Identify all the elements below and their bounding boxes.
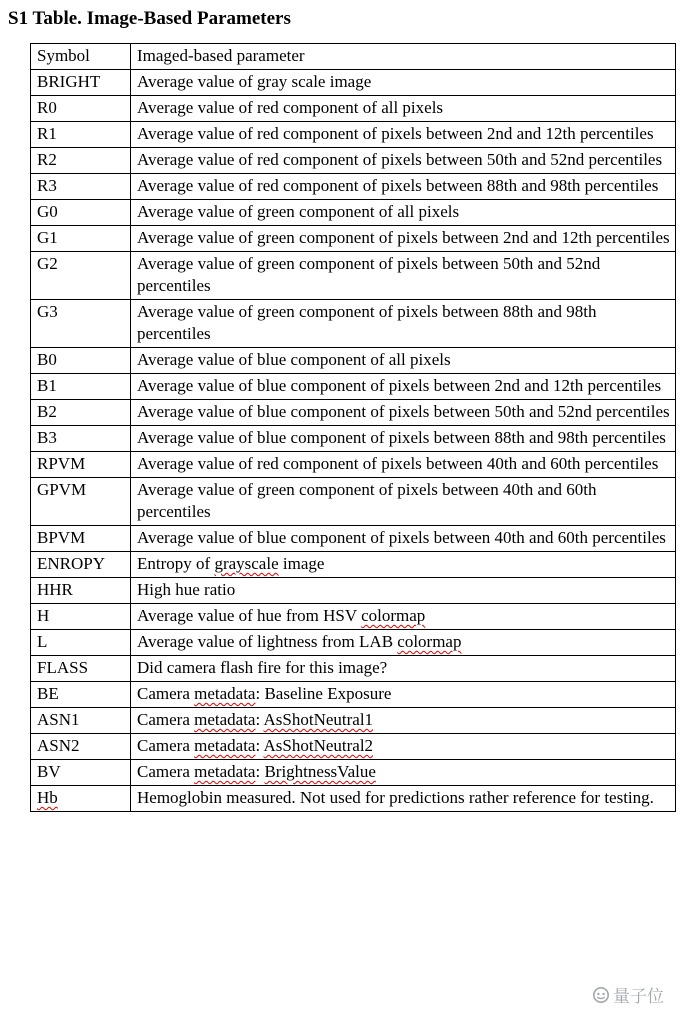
parameter-cell: Camera metadata: AsShotNeutral2 xyxy=(131,734,676,760)
column-header-parameter: Imaged-based parameter xyxy=(131,44,676,70)
parameter-cell: Average value of green component of pixels between 88th and 98th percentiles xyxy=(131,300,676,348)
table-header-row xyxy=(31,44,676,70)
symbol-cell: BPVM xyxy=(31,526,131,552)
table-row xyxy=(31,478,676,526)
table-row xyxy=(31,348,676,374)
table-row xyxy=(31,708,676,734)
parameter-cell: Average value of red component of pixels between 2nd and 12th percentiles xyxy=(131,122,676,148)
symbol-cell: G0 xyxy=(31,200,131,226)
parameter-cell: Average value of gray scale image xyxy=(131,70,676,96)
parameter-cell: Average value of blue component of pixels between 40th and 60th percentiles xyxy=(131,526,676,552)
parameter-cell: Average value of red component of all pixels xyxy=(131,96,676,122)
table-row xyxy=(31,96,676,122)
spellcheck-wavy-underline: BrightnessValue xyxy=(264,762,376,781)
parameter-cell: Average value of green component of pixels between 2nd and 12th percentiles xyxy=(131,226,676,252)
parameter-cell: Average value of red component of pixels between 40th and 60th percentiles xyxy=(131,452,676,478)
table-row xyxy=(31,174,676,200)
symbol-cell: B2 xyxy=(31,400,131,426)
page-title: S1 Table. Image-Based Parameters xyxy=(8,8,291,29)
watermark-text: 量子位 xyxy=(613,987,664,1006)
table-row xyxy=(31,252,676,300)
symbol-cell: BE xyxy=(31,682,131,708)
symbol-cell: G3 xyxy=(31,300,131,348)
spellcheck-wavy-underline: grayscale xyxy=(214,554,279,573)
table-row xyxy=(31,70,676,96)
parameter-cell: Average value of green component of pixels between 50th and 52nd percentiles xyxy=(131,252,676,300)
table-row xyxy=(31,604,676,630)
table-row xyxy=(31,226,676,252)
parameter-cell: Average value of blue component of all pixels xyxy=(131,348,676,374)
spellcheck-wavy-underline: metadata xyxy=(194,736,256,755)
table-row xyxy=(31,400,676,426)
symbol-cell: GPVM xyxy=(31,478,131,526)
symbol-cell: H xyxy=(31,604,131,630)
parameter-cell: Average value of green component of pixels between 40th and 60th percentiles xyxy=(131,478,676,526)
spellcheck-wavy-underline: AsShotNeutral1 xyxy=(263,710,374,729)
parameter-cell: Average value of red component of pixels between 50th and 52nd percentiles xyxy=(131,148,676,174)
parameter-cell: Camera metadata: AsShotNeutral1 xyxy=(131,708,676,734)
parameter-cell: Average value of lightness from LAB colormap xyxy=(131,630,676,656)
symbol-cell: B0 xyxy=(31,348,131,374)
symbol-cell: R3 xyxy=(31,174,131,200)
symbol-cell: ASN1 xyxy=(31,708,131,734)
table-row xyxy=(31,148,676,174)
parameter-cell: Camera metadata: Baseline Exposure xyxy=(131,682,676,708)
spellcheck-wavy-underline: metadata xyxy=(194,710,256,729)
table-row xyxy=(31,578,676,604)
symbol-cell: R0 xyxy=(31,96,131,122)
parameter-cell: Hemoglobin measured. Not used for predictions rather reference for testing. xyxy=(131,786,676,812)
symbol-cell: FLASS xyxy=(31,656,131,682)
spellcheck-wavy-underline: colormap xyxy=(361,606,426,625)
table-row xyxy=(31,526,676,552)
table-row xyxy=(31,374,676,400)
symbol-cell xyxy=(31,786,131,812)
symbol-cell: L xyxy=(31,630,131,656)
symbol-cell: BV xyxy=(31,760,131,786)
parameter-cell: High hue ratio xyxy=(131,578,676,604)
table-row xyxy=(31,122,676,148)
table-row xyxy=(31,452,676,478)
table-row xyxy=(31,552,676,578)
symbol-cell: R1 xyxy=(31,122,131,148)
table-body xyxy=(31,70,676,812)
symbol-cell: B1 xyxy=(31,374,131,400)
symbol-cell: ASN2 xyxy=(31,734,131,760)
symbol-cell: G2 xyxy=(31,252,131,300)
spellcheck-wavy-underline: Hb xyxy=(37,788,58,807)
watermark-logo-icon xyxy=(592,986,610,1004)
parameter-cell: Entropy of grayscale image xyxy=(131,552,676,578)
symbol-cell: R2 xyxy=(31,148,131,174)
parameter-cell: Did camera flash fire for this image? xyxy=(131,656,676,682)
spellcheck-wavy-underline: metadata xyxy=(194,684,256,703)
parameter-cell: Average value of blue component of pixels between 50th and 52nd percentiles xyxy=(131,400,676,426)
table-row xyxy=(31,760,676,786)
column-header-symbol: Symbol xyxy=(31,44,131,70)
symbol-cell: BRIGHT xyxy=(31,70,131,96)
table-row xyxy=(31,656,676,682)
table-row xyxy=(31,734,676,760)
table-row xyxy=(31,630,676,656)
parameter-cell: Average value of red component of pixels between 88th and 98th percentiles xyxy=(131,174,676,200)
table-row xyxy=(31,426,676,452)
table-row xyxy=(31,200,676,226)
parameter-cell: Average value of hue from HSV colormap xyxy=(131,604,676,630)
spellcheck-wavy-underline: colormap xyxy=(397,632,462,651)
parameter-cell: Camera metadata: BrightnessValue xyxy=(131,760,676,786)
symbol-cell: RPVM xyxy=(31,452,131,478)
table-row xyxy=(31,786,676,812)
table-row xyxy=(31,300,676,348)
parameter-cell: Average value of blue component of pixels between 88th and 98th percentiles xyxy=(131,426,676,452)
watermark xyxy=(592,982,664,1007)
symbol-cell: HHR xyxy=(31,578,131,604)
symbol-cell: ENROPY xyxy=(31,552,131,578)
spellcheck-wavy-underline: AsShotNeutral2 xyxy=(263,736,374,755)
parameter-cell: Average value of green component of all pixels xyxy=(131,200,676,226)
table-row xyxy=(31,682,676,708)
symbol-cell: B3 xyxy=(31,426,131,452)
parameter-cell: Average value of blue component of pixels between 2nd and 12th percentiles xyxy=(131,374,676,400)
spellcheck-wavy-underline: metadata xyxy=(194,762,256,781)
parameters-table xyxy=(30,43,676,812)
symbol-cell: G1 xyxy=(31,226,131,252)
